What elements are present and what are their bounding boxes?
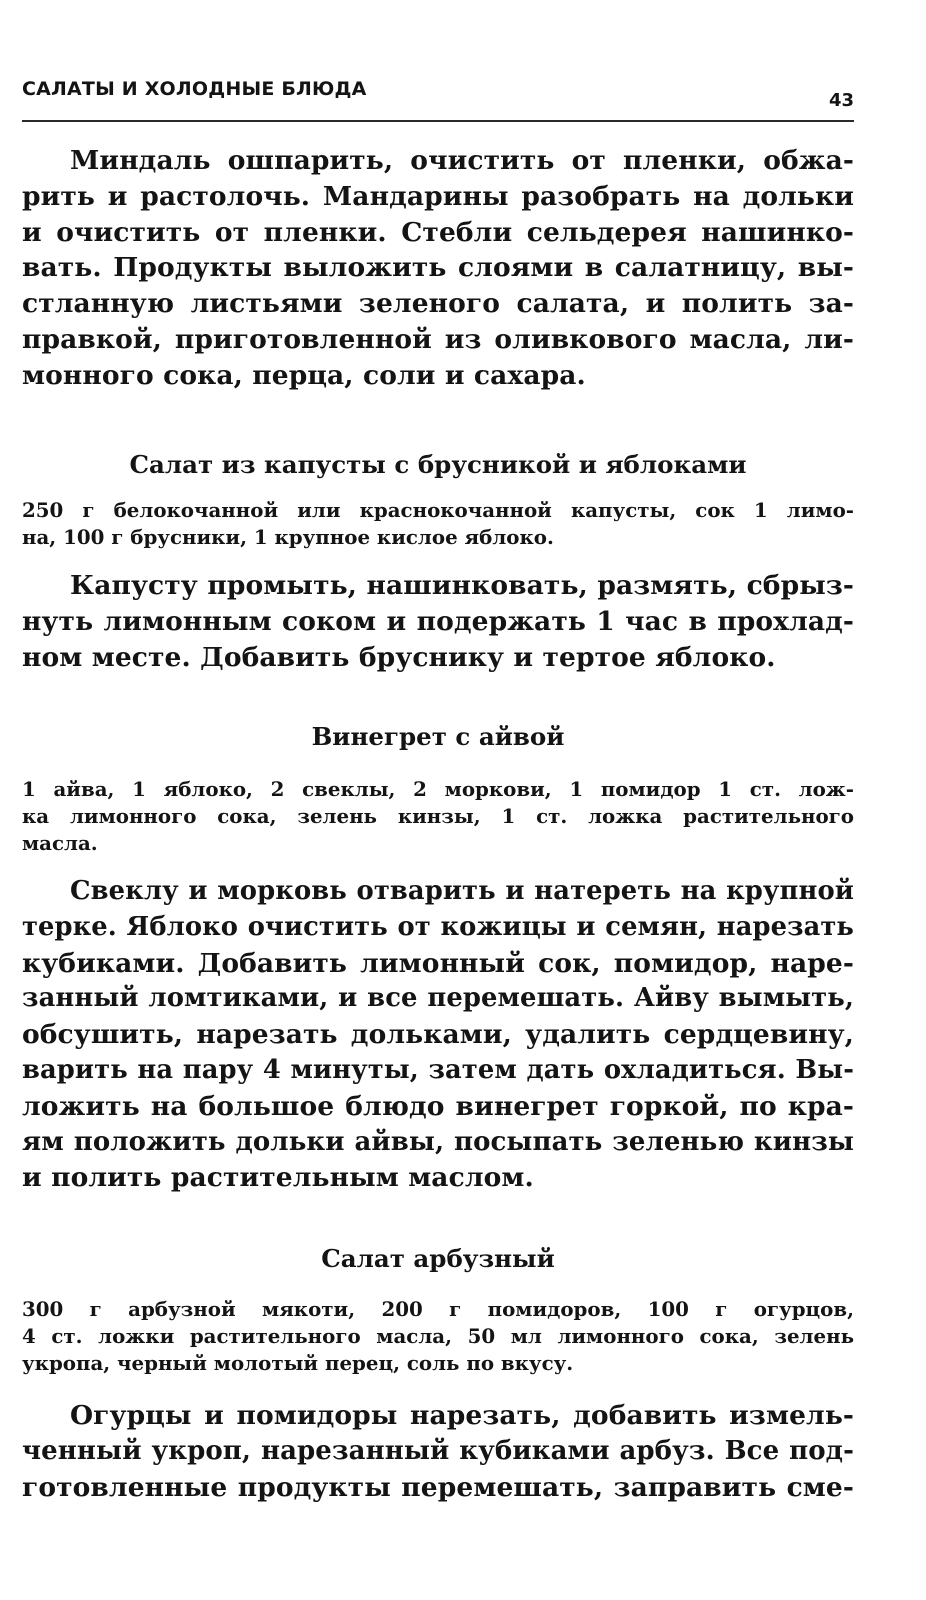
recipe-title: Винегрет с айвой: [311, 722, 565, 751]
text-line: укропа, черный молотый перец, соль по вкусу.: [22, 1351, 574, 1375]
text-line: ям положить дольки айвы, посыпать зеленью кинзы: [22, 1126, 854, 1157]
method-paragraph: [22, 1398, 854, 1505]
running-title: САЛАТЫ И ХОЛОДНЫЕ БЛЮДА: [22, 78, 367, 100]
ingredients-list: [22, 497, 854, 551]
text-line: вать. Продукты выложить слоями в салатницу, вы-: [22, 252, 854, 284]
text-line: терке. Яблоко очистить от кожицы и семян, нарезать: [22, 911, 854, 942]
text-line: стланную листьями зеленого салата, и полить за-: [22, 288, 854, 320]
text-line: ченный укроп, нарезанный кубиками арбуз. Все под-: [22, 1435, 854, 1466]
text-line: готовленные продукты перемешать, заправить сме-: [22, 1471, 854, 1503]
text-line: Миндаль ошпарить, очистить от пленки, обжа-: [70, 145, 854, 176]
text-line: Огурцы и помидоры нарезать, добавить измель-: [70, 1400, 854, 1431]
text-line: правкой, приготовленной из оливкового масла, ли-: [22, 323, 854, 355]
text-line: и полить растительным маслом.: [22, 1162, 534, 1194]
text-line: 300 г арбузной мякоти, 200 г помидоров, 100 г огурцов,: [22, 1297, 854, 1321]
text-line: монного сока, перца, соли и сахара.: [22, 359, 586, 391]
text-line: нуть лимонным соком и подержать 1 час в прохлад-: [22, 605, 854, 637]
header-rule: [22, 120, 854, 122]
method-paragraph: [22, 568, 854, 675]
text-line: кубиками. Добавить лимонный сок, помидор, наре-: [22, 947, 854, 979]
text-line: 250 г белокочанной или краснокочанной капусты, сок 1 лимо-: [22, 498, 854, 522]
text-line: ка лимонного сока, зелень кинзы, 1 ст. ложка растительного: [22, 804, 854, 828]
intro-paragraph: [22, 143, 854, 394]
page-header: [22, 78, 854, 126]
method-paragraph: [22, 874, 854, 1196]
recipe-title: Салат арбузный: [321, 1244, 555, 1273]
text-line: занный ломтиками, и все перемешать. Айву вымыть,: [22, 983, 854, 1014]
page-number: 43: [828, 90, 854, 111]
text-line: ном месте. Добавить бруснику и тертое яблоко.: [22, 641, 776, 673]
text-line: на, 100 г брусники, 1 крупное кислое яблоко.: [22, 525, 554, 549]
recipe-title: Салат из капусты с брусникой и яблоками: [129, 450, 747, 479]
text-line: 4 ст. ложки растительного масла, 50 мл лимонного сока, зелень: [22, 1324, 854, 1348]
text-line: Капусту промыть, нашинковать, размять, сбрыз-: [70, 570, 854, 601]
ingredients-list: [22, 776, 854, 857]
text-line: ложить на большое блюдо винегрет горкой, по кра-: [22, 1090, 854, 1122]
text-line: масла.: [22, 831, 98, 855]
text-line: и очистить от пленки. Стебли сельдерея нашинко-: [22, 216, 854, 248]
text-line: рить и растолочь. Мандарины разобрать на дольки: [22, 180, 854, 212]
text-line: Свеклу и морковь отварить и натереть на крупной: [70, 876, 854, 906]
text-line: обсушить, нарезать дольками, удалить сердцевину,: [22, 1019, 854, 1051]
text-line: 1 айва, 1 яблоко, 2 свеклы, 2 моркови, 1 помидор 1 ст. лож-: [22, 777, 854, 801]
text-line: варить на пару 4 минуты, затем дать охладиться. Вы-: [22, 1054, 854, 1085]
ingredients-list: [22, 1296, 854, 1377]
